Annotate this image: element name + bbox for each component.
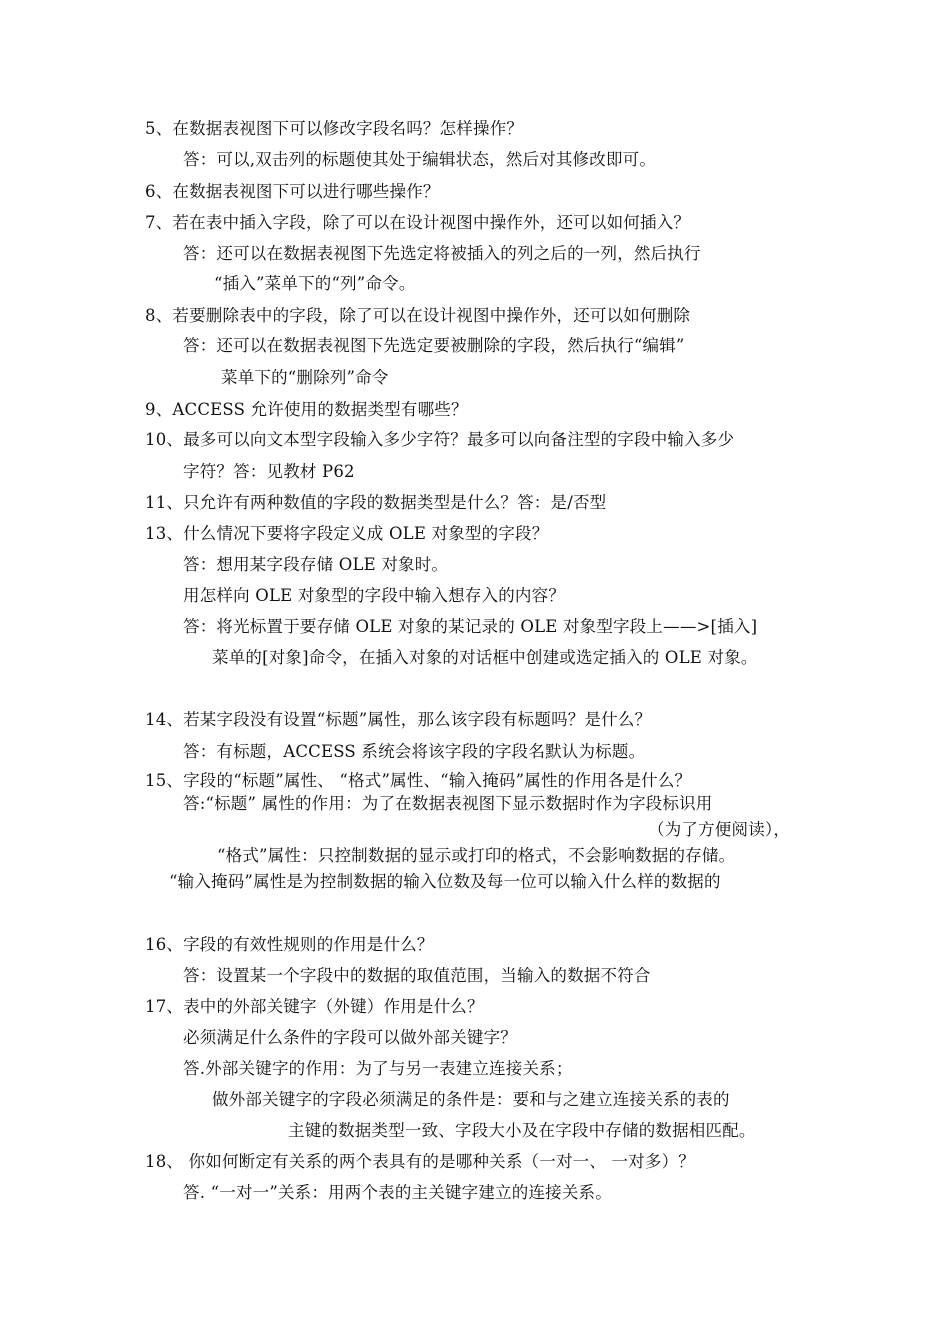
- answer-17-line-3: 主键的数据类型一致、字段大小及在字段中存储的数据相匹配。: [288, 1121, 756, 1140]
- question-10-line-1: 10、最多可以向文本型字段输入多少字符？最多可以向备注型的字段中输入多少: [145, 430, 735, 449]
- answer-13-sub-line-2: 菜单的[对象]命令，在插入对象的对话框中创建或选定插入的 OLE 对象。: [212, 648, 758, 667]
- answer-15-line-3: “格式”属性：只控制数据的显示或打印的格式，不会影响数据的存储。: [217, 846, 736, 865]
- question-13-sub: 用怎样向 OLE 对象型的字段中输入想存入的内容？: [183, 586, 566, 605]
- answer-15-line-4: “输入掩码”属性是为控制数据的输入位数及每一位可以输入什么样的数据的: [169, 872, 721, 891]
- question-5: 5、在数据表视图下可以修改字段名吗？怎样操作？: [145, 119, 524, 138]
- question-17: 17、表中的外部关键字（外键）作用是什么？: [145, 997, 484, 1016]
- question-8: 8、若要删除表中的字段，除了可以在设计视图中操作外，还可以如何删除: [145, 306, 691, 325]
- answer-13: 答：想用某字段存储 OLE 对象时。: [183, 555, 449, 574]
- answer-17-line-1: 答.外部关键字的作用：为了与另一表建立连接关系；: [183, 1059, 573, 1078]
- answer-7-line-2: “插入”菜单下的“列”命令。: [214, 274, 416, 293]
- answer-14: 答：有标题，ACCESS 系统会将该字段的字段名默认为标题。: [183, 742, 646, 761]
- answer-5: 答：可以,双击列的标题使其处于编辑状态，然后对其修改即可。: [183, 150, 657, 169]
- answer-18: 答. “一对一”关系：用两个表的主关键字建立的连接关系。: [183, 1183, 612, 1202]
- question-14: 14、若某字段没有设置“标题”属性，那么该字段有标题吗？是什么？: [145, 710, 652, 729]
- question-9: 9、ACCESS 允许使用的数据类型有哪些？: [145, 400, 468, 419]
- answer-13-sub-line-1: 答：将光标置于要存储 OLE 对象的某记录的 OLE 对象型字段上——>[插入]: [183, 617, 758, 636]
- answer-15-line-1: 答:“标题” 属性的作用：为了在数据表视图下显示数据时作为字段标识用: [183, 794, 713, 813]
- question-16: 16、字段的有效性规则的作用是什么？: [145, 935, 434, 954]
- answer-7-line-1: 答：还可以在数据表视图下先选定将被插入的列之后的一列，然后执行: [183, 244, 701, 263]
- answer-8-line-2: 菜单下的“删除列”命令: [221, 368, 389, 387]
- answer-16: 答：设置某一个字段中的数据的取值范围，当输入的数据不符合: [183, 966, 651, 985]
- answer-17-line-2: 做外部关键字的字段必须满足的条件是：要和与之建立连接关系的表的: [212, 1090, 730, 1109]
- answer-8-line-1: 答：还可以在数据表视图下先选定要被删除的字段，然后执行“编辑”: [183, 336, 685, 355]
- question-13: 13、什么情况下要将字段定义成 OLE 对象型的字段？: [145, 524, 549, 543]
- question-10-line-2: 字符？答：见教材 P62: [183, 462, 355, 481]
- question-11: 11、只允许有两种数值的字段的数据类型是什么？答：是/否型: [145, 493, 607, 512]
- question-6: 6、在数据表视图下可以进行哪些操作？: [145, 182, 440, 201]
- question-7: 7、若在表中插入字段，除了可以在设计视图中操作外，还可以如何插入？: [145, 213, 691, 232]
- answer-15-line-2: （为了方便阅读），: [648, 820, 791, 839]
- question-17-sub: 必须满足什么条件的字段可以做外部关键字？: [183, 1028, 517, 1047]
- question-18: 18、 你如何断定有关系的两个表具有的是哪种关系（一对一、 一对多）？: [145, 1152, 695, 1171]
- question-15: 15、字段的“标题”属性、 “格式”属性、“输入掩码”属性的作用各是什么？: [145, 771, 692, 790]
